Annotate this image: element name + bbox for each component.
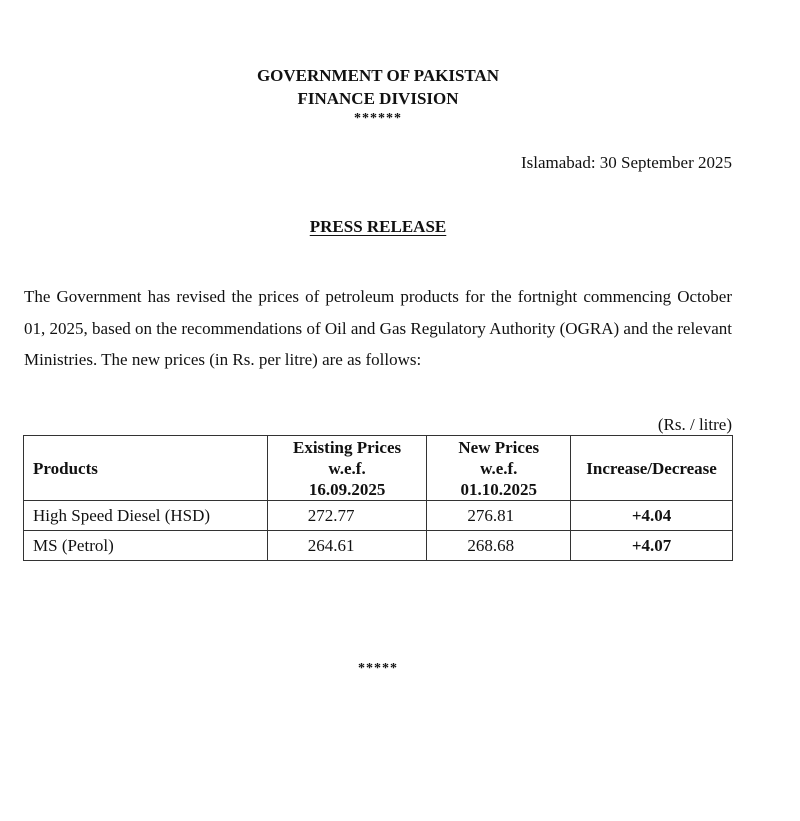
header-new-prices xyxy=(427,436,571,501)
header-new-line1: New Prices xyxy=(458,437,540,457)
cell-existing-price: 264.61 xyxy=(267,531,427,561)
body-paragraph: The Government has revised the prices of petroleum products for the fortnight commencing October 01, 2025, based on the recommendations of Oil and Gas Regulatory Authority (OGRA) and the relevant Ministries. The new prices (in Rs. per litre) are as follows: xyxy=(24,287,732,369)
cell-existing-price: 272.77 xyxy=(267,501,427,531)
header-existing-line3: 16.09.2025 xyxy=(308,479,386,499)
header-change: Increase/Decrease xyxy=(571,436,733,501)
table-row xyxy=(24,501,733,531)
unit-note: (Rs. / litre) xyxy=(657,415,732,434)
cell-new-price: 268.68 xyxy=(427,531,571,561)
header-new-line3: 01.10.2025 xyxy=(460,479,537,499)
header-existing-line1: Existing Prices xyxy=(292,437,402,457)
header-government: GOVERNMENT OF PAKISTAN xyxy=(256,66,500,85)
table-header-row xyxy=(24,436,733,501)
cell-change: +4.07 xyxy=(571,531,733,561)
dateline: Islamabad: 30 September 2025 xyxy=(520,153,732,172)
press-release-title: PRESS RELEASE xyxy=(309,217,447,236)
cell-change: +4.04 xyxy=(571,501,733,531)
price-table xyxy=(23,435,733,561)
cell-product: High Speed Diesel (HSD) xyxy=(24,501,268,531)
cell-product: MS (Petrol) xyxy=(24,531,268,561)
header-new-line2: w.e.f. xyxy=(480,458,518,478)
header-division: FINANCE DIVISION xyxy=(297,89,459,108)
header-existing-line2: w.e.f. xyxy=(328,458,366,478)
header-existing-prices xyxy=(267,436,427,501)
footer-separator: ***** xyxy=(358,661,398,676)
header-products: Products xyxy=(24,436,268,501)
cell-new-price: 276.81 xyxy=(427,501,571,531)
header-separator: ****** xyxy=(354,111,402,126)
table-row xyxy=(24,531,733,561)
